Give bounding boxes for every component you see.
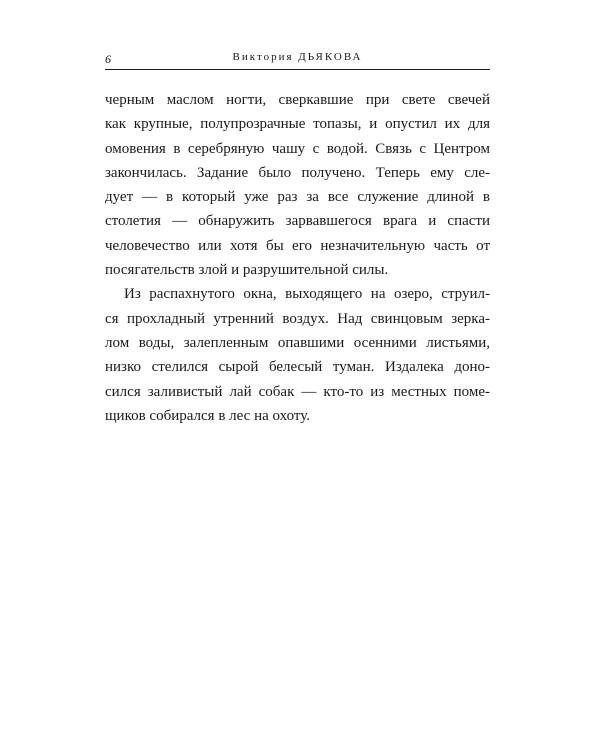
text-line: Из распахнутого окна, выходящего на озеро, струил- [124, 286, 490, 303]
header-rule [105, 69, 490, 70]
text-line: щиков собирался в лес на охоту. [105, 407, 310, 424]
paragraph [105, 282, 490, 428]
text-line: закончилась. Задание было получено. Теперь ему сле- [105, 164, 490, 181]
text-line: ся прохладный утренний воздух. Над свинцовым зерка- [105, 310, 490, 327]
text-line: человечество или хотя бы его незначительную часть от [105, 237, 490, 254]
text-line: посягательств злой и разрушительной силы. [105, 262, 389, 279]
paragraph [105, 88, 490, 282]
text-line: столетия — обнаружить зарвавшегося врага и спасти [105, 213, 490, 230]
text-line: низко стелился сырой белесый туман. Издалека доно- [105, 359, 490, 376]
body-text [105, 88, 490, 428]
page-number: 6 [105, 52, 111, 66]
text-line: черным маслом ногти, сверкавшие при свете свечей [105, 92, 490, 108]
text-line: как крупные, полупрозрачные топазы, и опустил их для [105, 116, 490, 133]
running-title: Виктория ДЬЯКОВА [232, 51, 363, 63]
text-line: дует — в который уже раз за все служение длиной в [105, 189, 490, 206]
text-line: лом воды, залепленным опавшими осенними листьями, [105, 334, 490, 351]
text-line: сился заливистый лай собак — кто-то из местных поме- [105, 383, 490, 400]
text-line: омовения в серебряную чашу с водой. Связь с Центром [105, 140, 490, 157]
